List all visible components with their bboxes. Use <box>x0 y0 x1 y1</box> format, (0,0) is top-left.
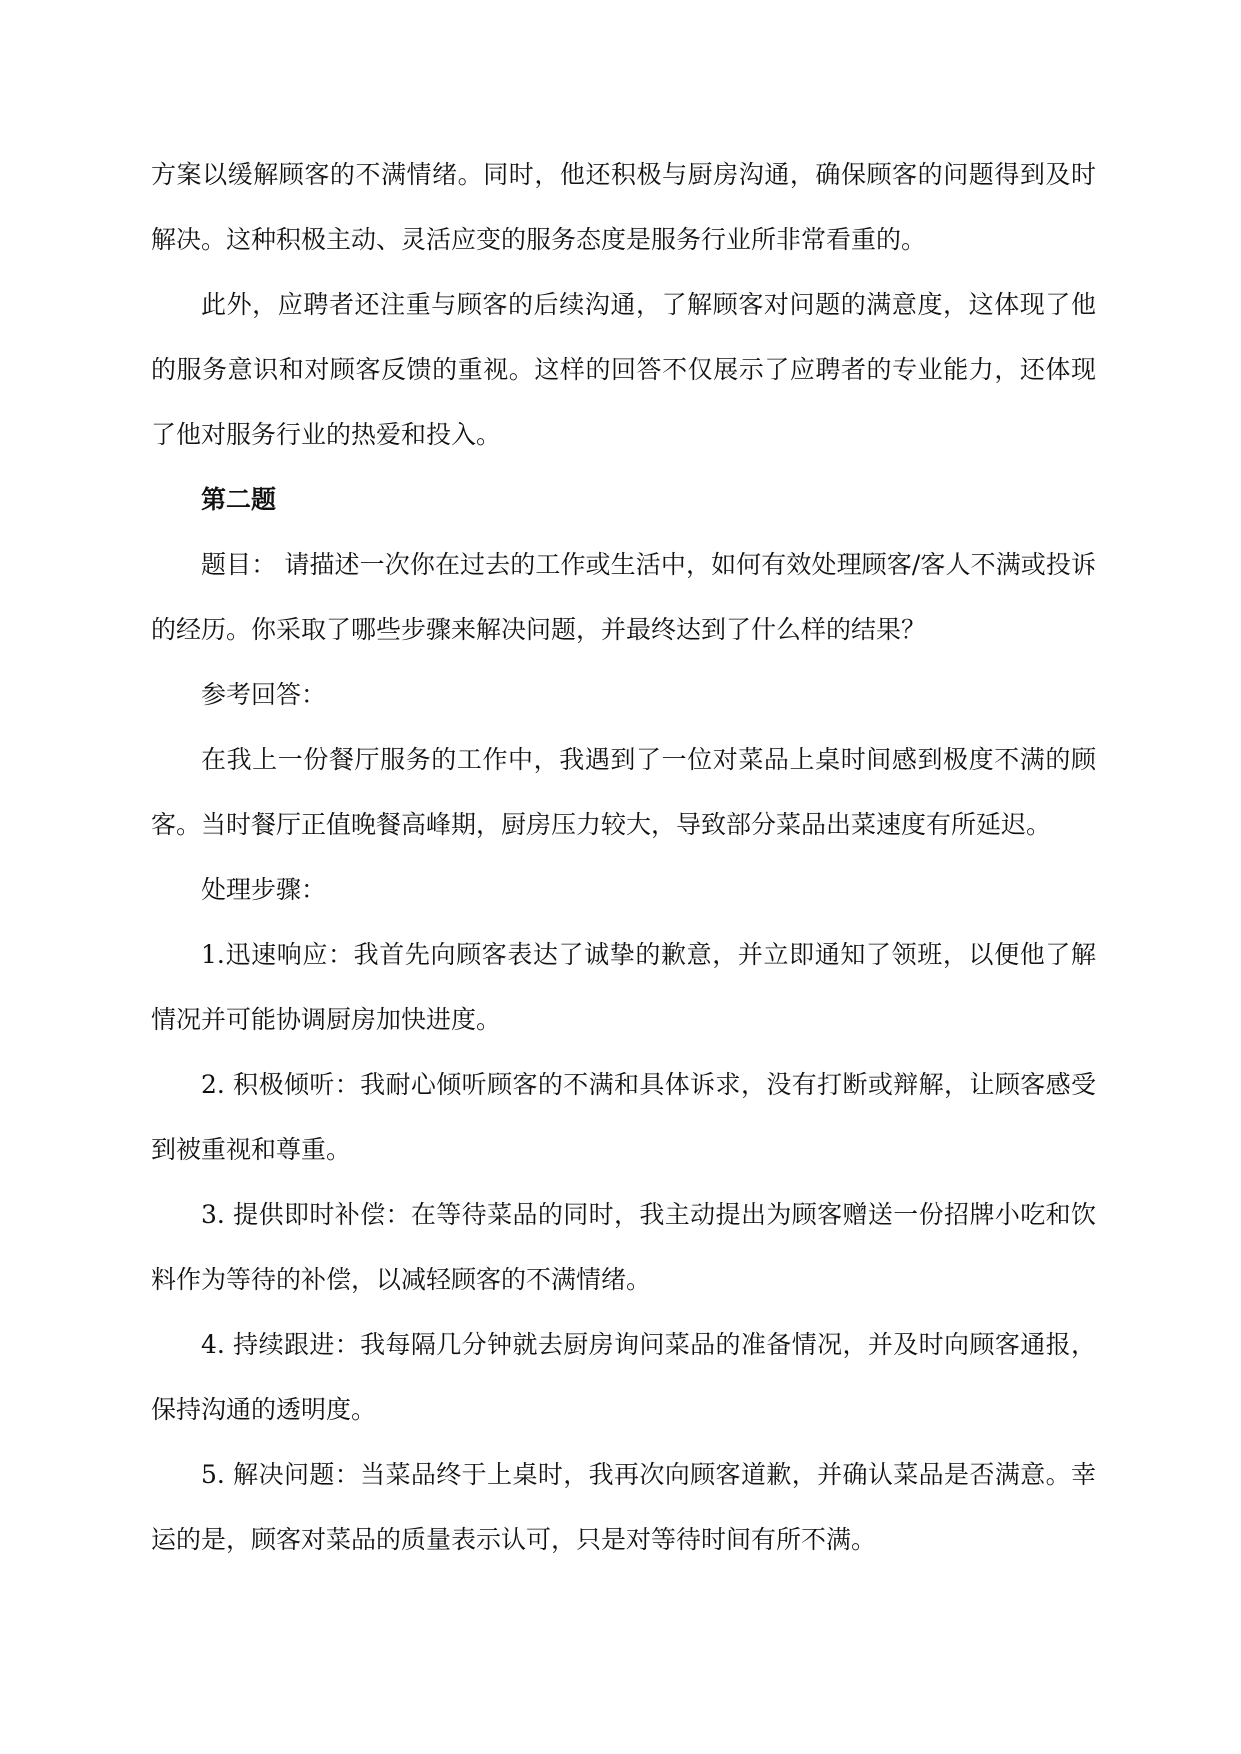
step-item-4: 4. 持续跟进：我每隔几分钟就去厨房询问菜品的准备情况，并及时向顾客通报，保持沟通的透明度。 <box>151 1330 1096 1424</box>
paragraph-continued: 方案以缓解顾客的不满情绪。同时，他还积极与厨房沟通，确保顾客的问题得到及时解决。这种积极主动、灵活应变的服务态度是服务行业所非常看重的。 <box>151 160 1096 254</box>
section-heading: 第二题 <box>201 485 277 514</box>
step-item-2: 2. 积极倾听：我耐心倾听顾客的不满和具体诉求，没有打断或辩解，让顾客感受到被重视和尊重。 <box>151 1070 1096 1164</box>
steps-label: 处理步骤： <box>201 875 327 904</box>
answer-label: 参考回答： <box>201 680 327 709</box>
answer-intro: 在我上一份餐厅服务的工作中，我遇到了一位对菜品上桌时间感到极度不满的顾客。当时餐厅正值晚餐高峰期，厨房压力较大，导致部分菜品出菜速度有所延迟。 <box>151 745 1096 839</box>
document-body <box>151 142 1096 1572</box>
step-item-3: 3. 提供即时补偿：在等待菜品的同时，我主动提出为顾客赠送一份招牌小吃和饮料作为等待的补偿，以减轻顾客的不满情绪。 <box>151 1200 1096 1294</box>
step-item-5: 5. 解决问题：当菜品终于上桌时，我再次向顾客道歉，并确认菜品是否满意。幸运的是，顾客对菜品的质量表示认可，只是对等待时间有所不满。 <box>151 1460 1096 1554</box>
step-item-1: 1.迅速响应：我首先向顾客表达了诚挚的歉意，并立即通知了领班，以便他了解情况并可能协调厨房加快进度。 <box>151 940 1096 1034</box>
question-text: 题目： 请描述一次你在过去的工作或生活中，如何有效处理顾客/客人不满或投诉的经历。你采取了哪些步骤来解决问题，并最终达到了什么样的结果？ <box>151 550 1096 644</box>
paragraph-summary: 此外，应聘者还注重与顾客的后续沟通，了解顾客对问题的满意度，这体现了他的服务意识和对顾客反馈的重视。这样的回答不仅展示了应聘者的专业能力，还体现了他对服务行业的热爱和投入。 <box>151 290 1096 449</box>
